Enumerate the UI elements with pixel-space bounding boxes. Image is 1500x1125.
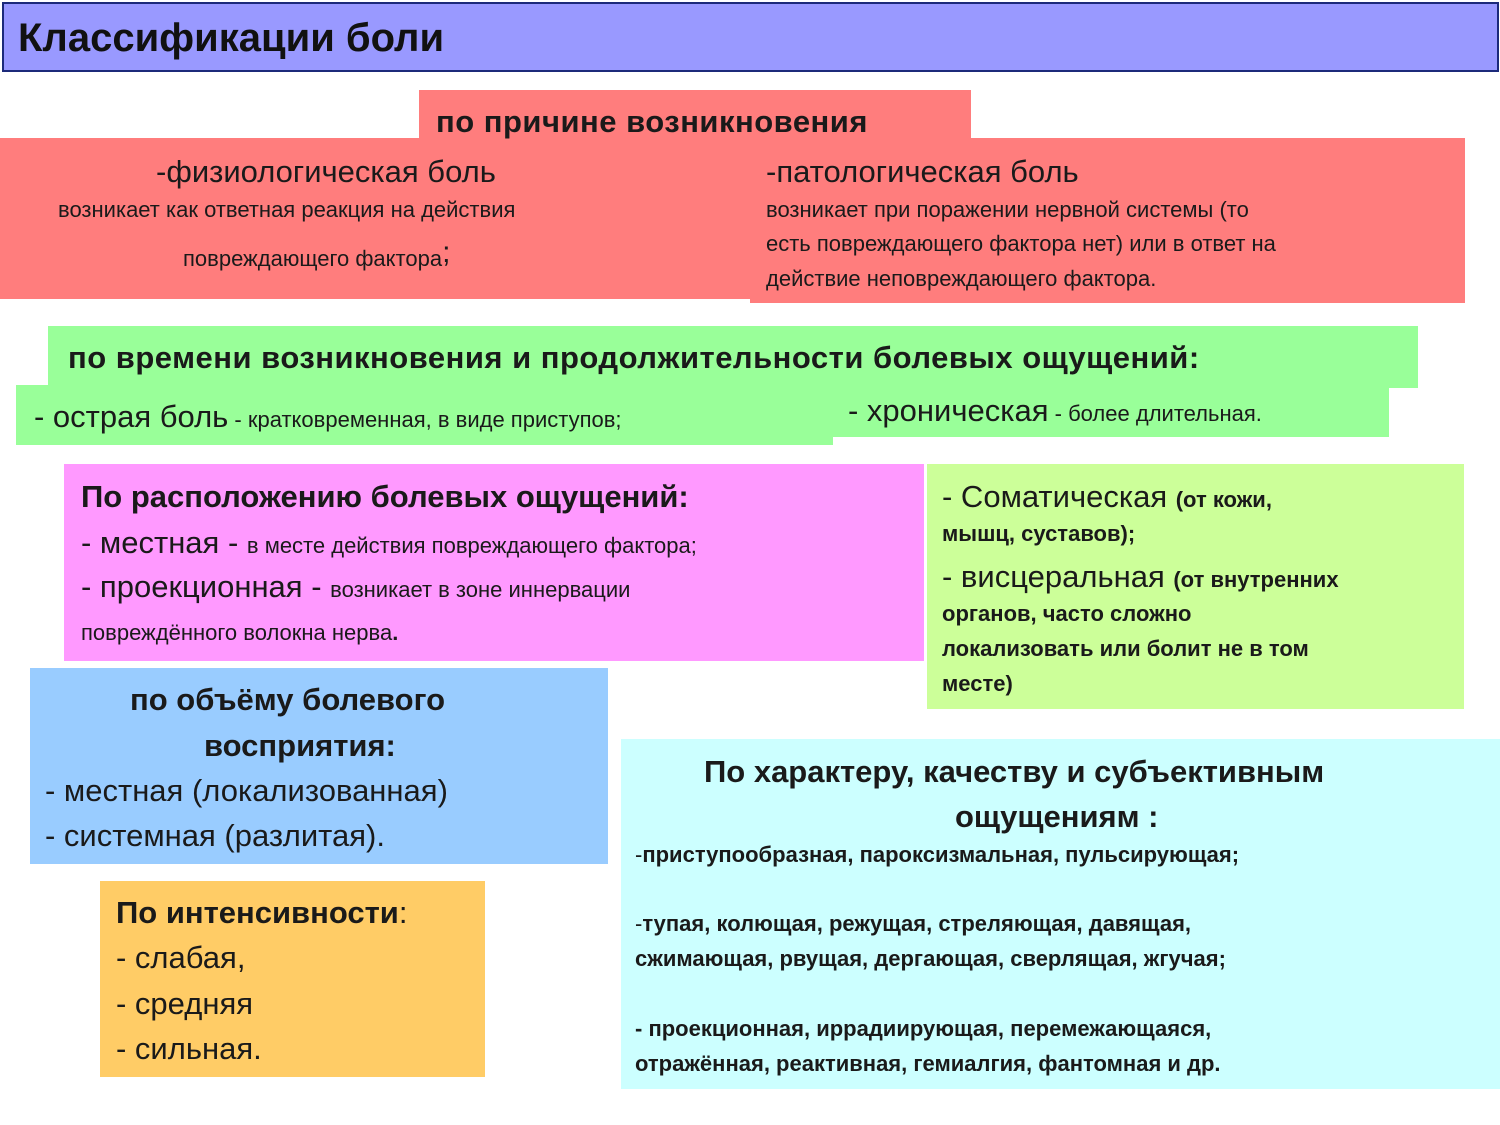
- visceral-desc-2: локализовать или болит не в том: [942, 636, 1309, 661]
- acute-pain-box: [16, 385, 833, 445]
- location-block: [64, 464, 924, 661]
- chronic-pain-text: - хроническая - более длительная.: [848, 393, 1262, 428]
- intensity-heading: По интенсивности:: [116, 895, 408, 930]
- character-line-5: отражённая, реактивная, гемиалгия, фантомная и др.: [635, 1051, 1221, 1076]
- volume-block: [30, 668, 608, 864]
- character-line-3: сжимающая, рвущая, дергающая, сверлящая, жгучая;: [635, 946, 1226, 971]
- time-heading-box: [48, 326, 1418, 388]
- physiological-pain-name: -физиологическая боль: [156, 154, 496, 189]
- volume-heading-1: по объёму болевого: [130, 682, 446, 717]
- pathological-pain-name: -патологическая боль: [766, 154, 1079, 189]
- somatic-desc: мышц, суставов);: [942, 521, 1136, 546]
- pathological-pain-desc-3: действие неповреждающего фактора.: [766, 266, 1157, 291]
- location-projection-cont: повреждённого волокна нерва.: [81, 620, 399, 645]
- acute-pain-text: - острая боль - кратковременная, в виде приступов;: [34, 399, 622, 434]
- slide-title: Классификации боли: [18, 16, 445, 60]
- intensity-item-strong: - сильная.: [116, 1031, 262, 1066]
- intensity-item-medium: - средняя: [116, 986, 254, 1021]
- volume-item-systemic: - системная (разлитая).: [45, 818, 385, 853]
- time-heading: по времени возникновения и продолжительности болевых ощущений:: [68, 340, 1200, 375]
- origin-block: [927, 464, 1464, 709]
- volume-heading-2: восприятия:: [204, 728, 396, 763]
- slide-title-bar: [2, 2, 1499, 72]
- somatic-line: - Соматическая (от кожи,: [942, 479, 1272, 514]
- intensity-item-weak: - слабая,: [116, 940, 246, 975]
- pathological-pain-desc-1: возникает при поражении нервной системы (то: [766, 197, 1249, 222]
- character-line-1: -приступообразная, пароксизмальная, пульсирующая;: [635, 842, 1240, 867]
- character-line-4: - проекционная, иррадиирующая, перемежающаяся,: [635, 1016, 1212, 1041]
- location-local: - местная - в месте действия повреждающего фактора;: [81, 525, 697, 560]
- physiological-pain-block: [0, 138, 750, 299]
- visceral-desc-3: месте): [942, 671, 1013, 696]
- location-heading: По расположению болевых ощущений:: [81, 479, 689, 514]
- character-line-2: -тупая, колющая, режущая, стреляющая, давящая,: [635, 911, 1192, 936]
- pathological-pain-block: [750, 138, 1465, 303]
- volume-item-local: - местная (локализованная): [45, 773, 448, 808]
- character-heading-2: ощущениям :: [955, 799, 1159, 834]
- visceral-line: - висцеральная (от внутренних: [942, 559, 1339, 594]
- character-heading-1: По характеру, качеству и субъективным: [704, 754, 1325, 789]
- pathological-pain-desc-2: есть повреждающего фактора нет) или в ответ на: [766, 231, 1276, 256]
- physiological-pain-desc-1: возникает как ответная реакция на действия: [58, 197, 516, 222]
- cause-heading-box: [419, 90, 971, 150]
- visceral-desc-1: органов, часто сложно: [942, 601, 1192, 626]
- character-block: [621, 739, 1500, 1089]
- intensity-block: [100, 881, 485, 1077]
- location-projection: - проекционная - возникает в зоне иннервации: [81, 569, 631, 604]
- cause-heading: по причине возникновения: [436, 104, 868, 139]
- physiological-pain-desc-2: повреждающего фактора;: [183, 236, 451, 271]
- chronic-pain-box: [830, 385, 1389, 437]
